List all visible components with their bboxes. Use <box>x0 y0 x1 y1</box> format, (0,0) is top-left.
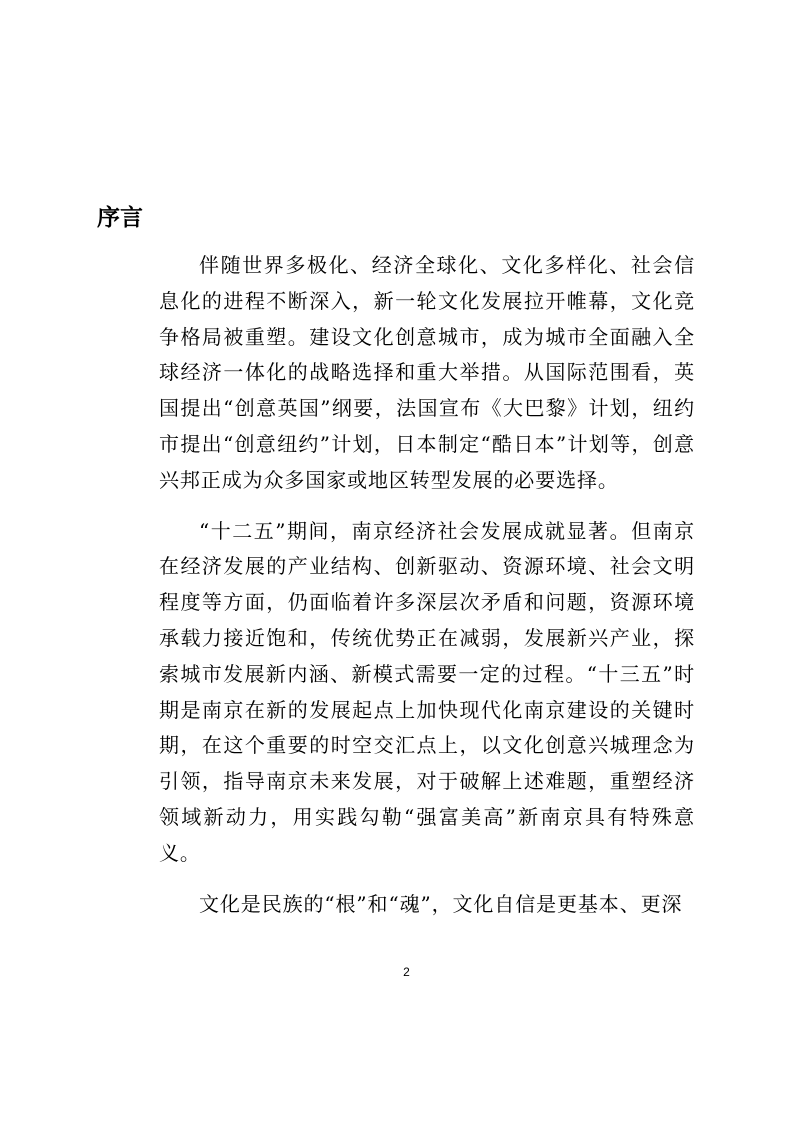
page-number: 2 <box>403 965 410 979</box>
paragraph-nanjing: “十二五”期间，南京经济社会发展成就显著。但南京在经济发展的产业结构、创新驱动、资源环境、社会文明程度等方面，仍面临着许多深层次矛盾和问题，资源环境承载力接近饱和，传统优势正在减弱，发展新兴产业，探索城市发展新内涵、新模式需要一定的过程。“十三五”时期是南京在新的发展起点上加快现代化南京建设的关键时期，在这个重要的时空交汇点上，以文化创意兴城理念为引领，指导南京未来发展，对于破解上述难题，重塑经济领域新动力，用实践勾勒“强富美高”新南京具有特殊意义。 <box>159 518 695 865</box>
section-heading: 序言 <box>97 205 143 231</box>
paragraph-culture: 文化是民族的“根”和“魂”，文化自信是更基本、更深 <box>199 891 683 916</box>
body-text <box>159 248 695 937</box>
paragraph-intro: 伴随世界多极化、经济全球化、文化多样化、社会信息化的进程不断深入，新一轮文化发展拉开帷幕，文化竞争格局被重塑。建设文化创意城市，成为城市全面融入全球经济一体化的战略选择和重大举措。从国际范围看，英国提出“创意英国”纲要，法国宣布《大巴黎》计划，纽约市提出“创意纽约”计划，日本制定“酷日本”计划等，创意兴邦正成为众多国家或地区转型发展的必要选择。 <box>159 253 695 492</box>
